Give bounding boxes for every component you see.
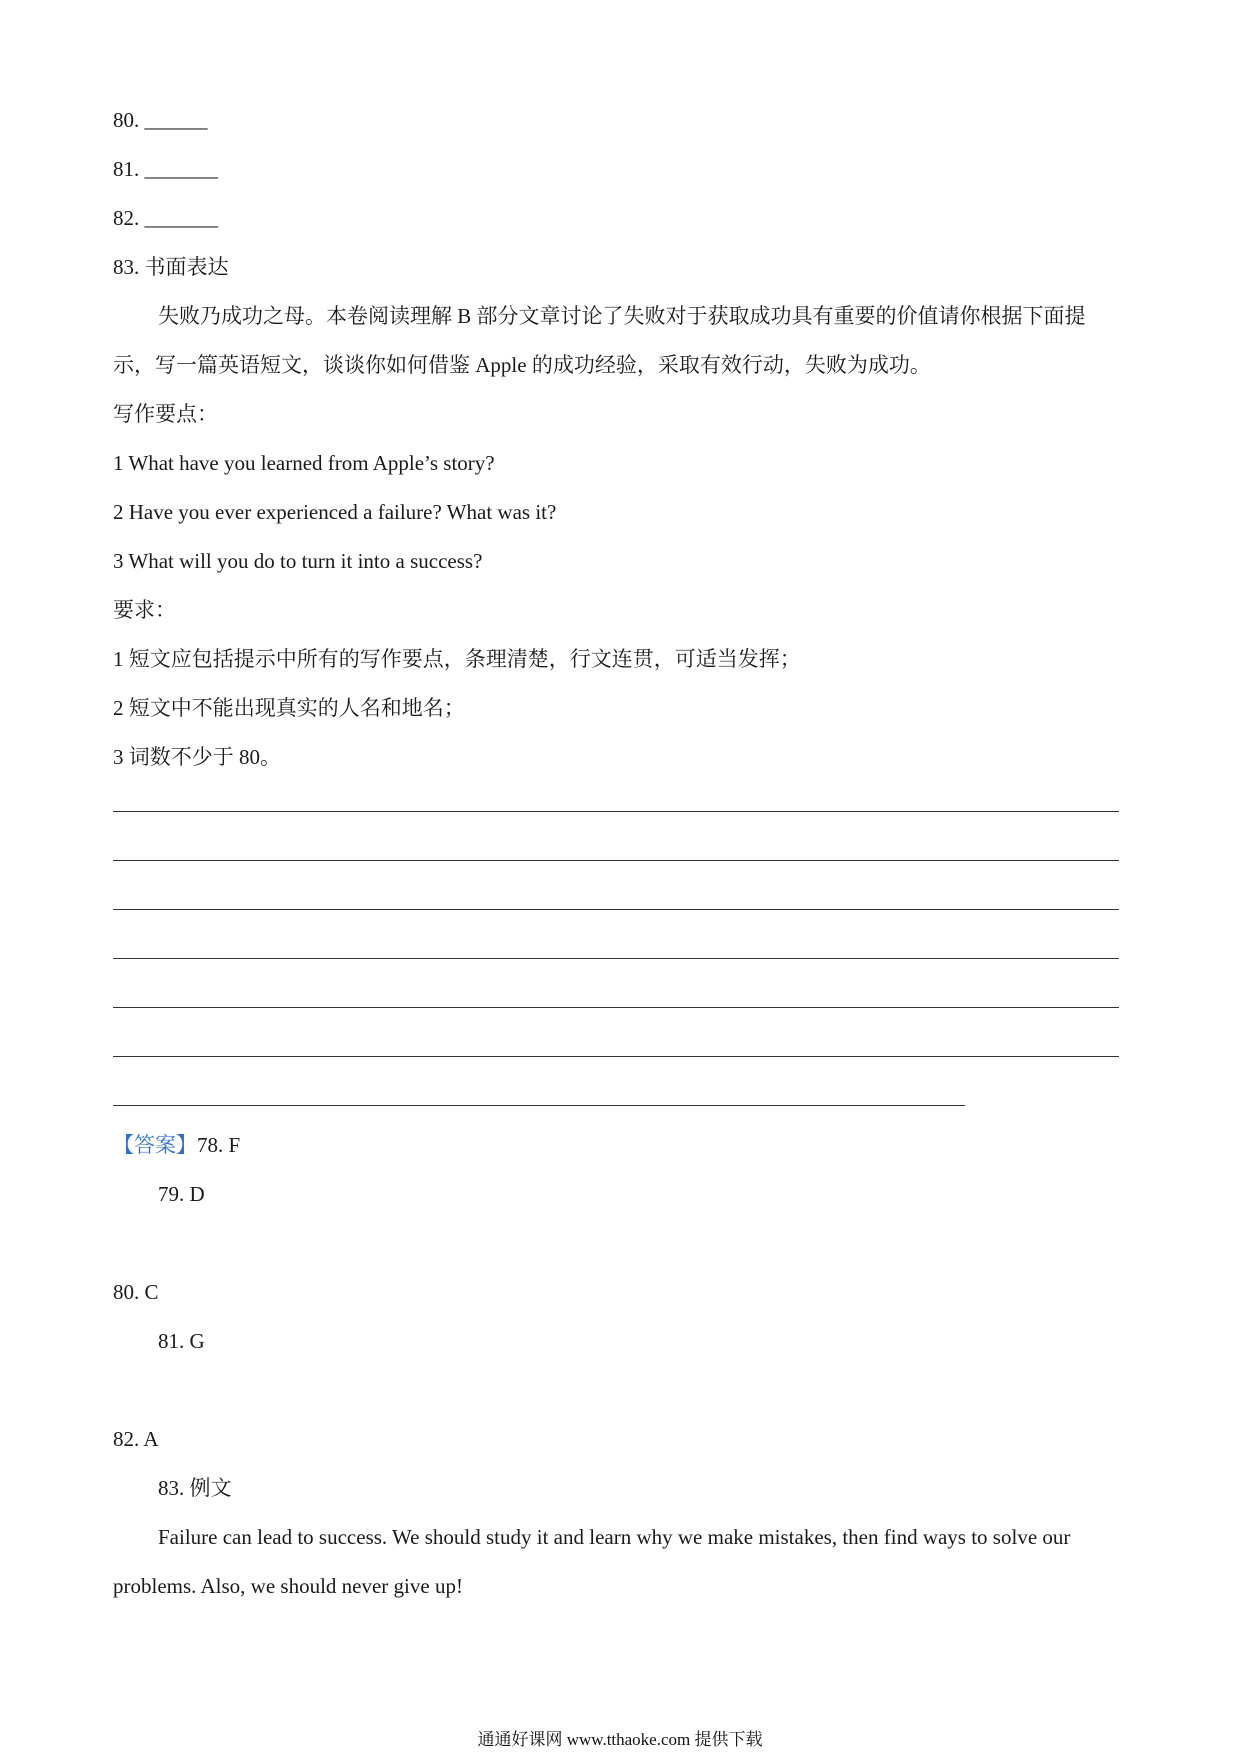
footer-text: 通通好课网 www.tthaoke.com 提供下载 (477, 1730, 763, 1749)
points-heading: 写作要点： (113, 402, 218, 426)
requirement-1: 1 短文应包括提示中所有的写作要点，条理清楚，行文连贯，可适当发挥； (113, 647, 801, 671)
answer-78-value: 78. F (197, 1133, 241, 1157)
writing-line (113, 811, 1119, 812)
writing-line (113, 958, 1119, 959)
answer-81: 81. G (158, 1329, 205, 1353)
answer-83-title: 83. 例文 (158, 1476, 232, 1500)
point-3: 3 What will you do to turn it into a success? (113, 549, 483, 573)
writing-intro-line2: 示，写一篇英语短文，谈谈你如何借鉴 Apple 的成功经验，采取有效行动，失败为成功。 (113, 353, 931, 377)
requirement-2: 2 短文中不能出现真实的人名和地名； (113, 696, 465, 720)
blank-80: 80. ______ (113, 108, 208, 132)
writing-line (113, 1056, 1119, 1057)
writing-line (113, 909, 1119, 910)
writing-line (113, 1007, 1119, 1008)
essay-line1: Failure can lead to success. We should study it and learn why we make mistakes, then find ways to solve our (158, 1525, 1071, 1549)
blank-81: 81. _______ (113, 157, 218, 181)
point-1: 1 What have you learned from Apple’s story? (113, 451, 495, 475)
essay-line2: problems. Also, we should never give up! (113, 1574, 463, 1598)
writing-title: 83. 书面表达 (113, 255, 229, 279)
answer-tag: 【答案】 (113, 1133, 197, 1157)
writing-line (113, 860, 1119, 861)
requirements-heading: 要求： (113, 598, 176, 622)
answer-78 (113, 1135, 240, 1156)
writing-intro-line1: 失败乃成功之母。本卷阅读理解 B 部分文章讨论了失败对于获取成功具有重要的价值请你根据下面提 (158, 304, 1086, 328)
answer-79: 79. D (158, 1182, 205, 1206)
blank-82: 82. _______ (113, 206, 218, 230)
answer-82: 82. A (113, 1427, 159, 1451)
requirement-3: 3 词数不少于 80。 (113, 745, 281, 769)
point-2: 2 Have you ever experienced a failure? What was it? (113, 500, 557, 524)
answer-80: 80. C (113, 1280, 159, 1304)
writing-line (113, 1105, 965, 1106)
